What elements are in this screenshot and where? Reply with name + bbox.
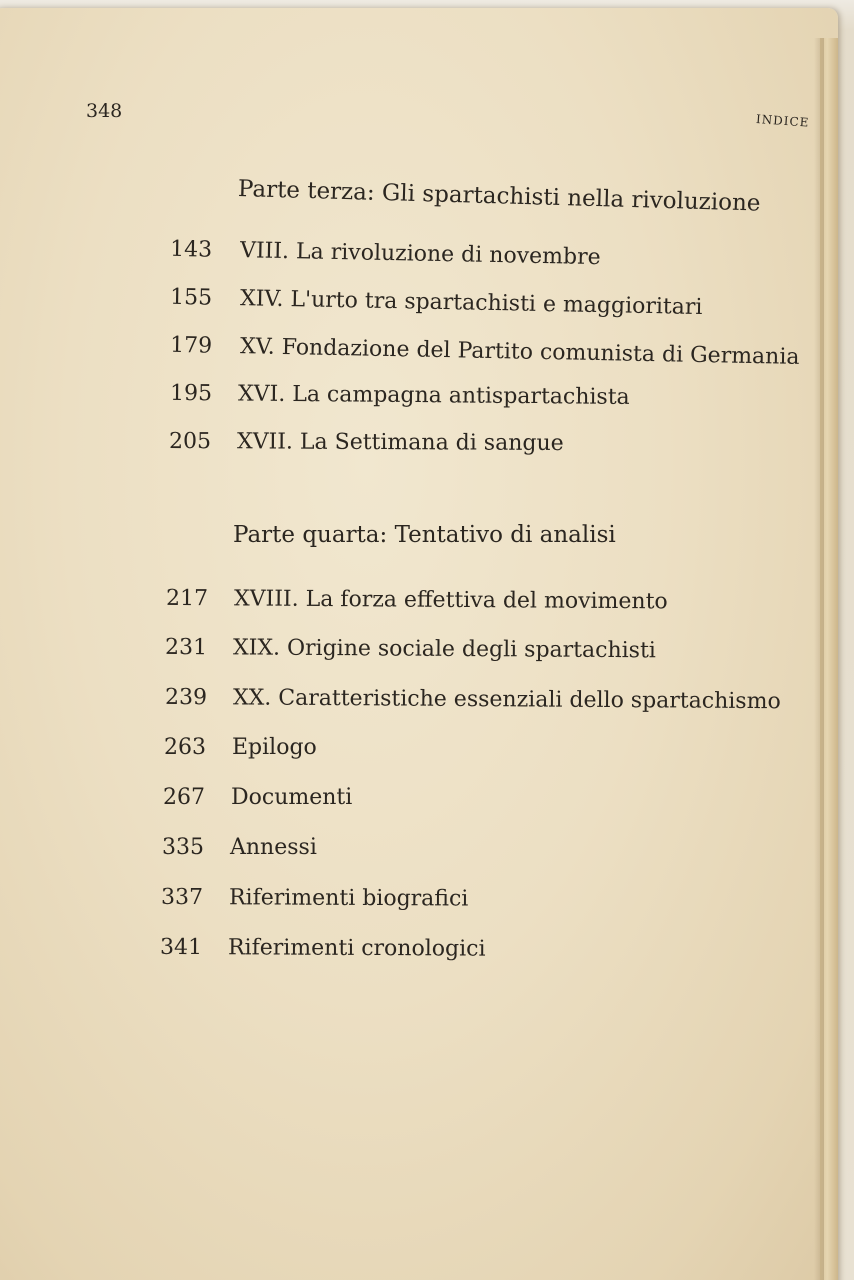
toc-entry: [0, 735, 854, 769]
page-number: 348: [86, 100, 123, 122]
toc-entry: [0, 785, 854, 819]
entry-title: XVII. La Settimana di sangue: [236, 429, 564, 457]
entry-title: XV. Fondazione del Partito comunista di Germania: [239, 334, 800, 370]
entry-page-number: 263: [164, 735, 206, 760]
entry-page-number: 239: [164, 684, 208, 711]
part-heading: Parte terza: Gli spartachisti nella rivoluzione: [237, 176, 761, 217]
entry-page-number: 195: [169, 380, 213, 407]
entry-page-number: 267: [163, 785, 205, 810]
toc-entry: [0, 585, 854, 625]
entry-title: VIII. La rivoluzione di novembre: [239, 238, 601, 271]
entry-page-number: 341: [159, 934, 203, 961]
entry-title: XIV. L'urto tra spartachisti e maggioritari: [239, 286, 703, 321]
entry-page-number: 205: [168, 428, 212, 455]
entry-page-number: 335: [162, 835, 204, 860]
entry-page-number: 155: [169, 284, 213, 311]
entry-title: XVI. La campagna antispartachista: [237, 381, 630, 410]
entry-page-number: 217: [165, 585, 209, 612]
entry-page-number: 231: [164, 634, 208, 661]
toc-entry: [0, 884, 854, 922]
entry-title: Annessi: [230, 835, 317, 860]
entry-title: XIX. Origine sociale degli spartachisti: [232, 635, 656, 664]
entry-page-number: 337: [160, 884, 204, 911]
running-head: INDICE: [755, 112, 810, 130]
toc-entry: [0, 428, 854, 466]
entry-title: Epilogo: [232, 735, 317, 760]
entry-page-number: 179: [169, 332, 213, 359]
toc-entry: [0, 634, 854, 674]
entry-page-number: 143: [169, 236, 213, 263]
entry-title: Documenti: [231, 785, 353, 810]
entry-title: Riferimenti biografici: [228, 885, 469, 912]
entry-title: Riferimenti cronologici: [227, 935, 486, 962]
part-heading: Parte quarta: Tentativo di analisi: [233, 522, 616, 548]
entry-title: XX. Caratteristiche essenziali dello spartachismo: [232, 685, 781, 715]
toc-entry: [0, 934, 854, 972]
toc-entry: [0, 684, 854, 724]
entry-title: XVIII. La forza effettiva del movimento: [233, 586, 668, 615]
toc-entry: [0, 835, 854, 869]
